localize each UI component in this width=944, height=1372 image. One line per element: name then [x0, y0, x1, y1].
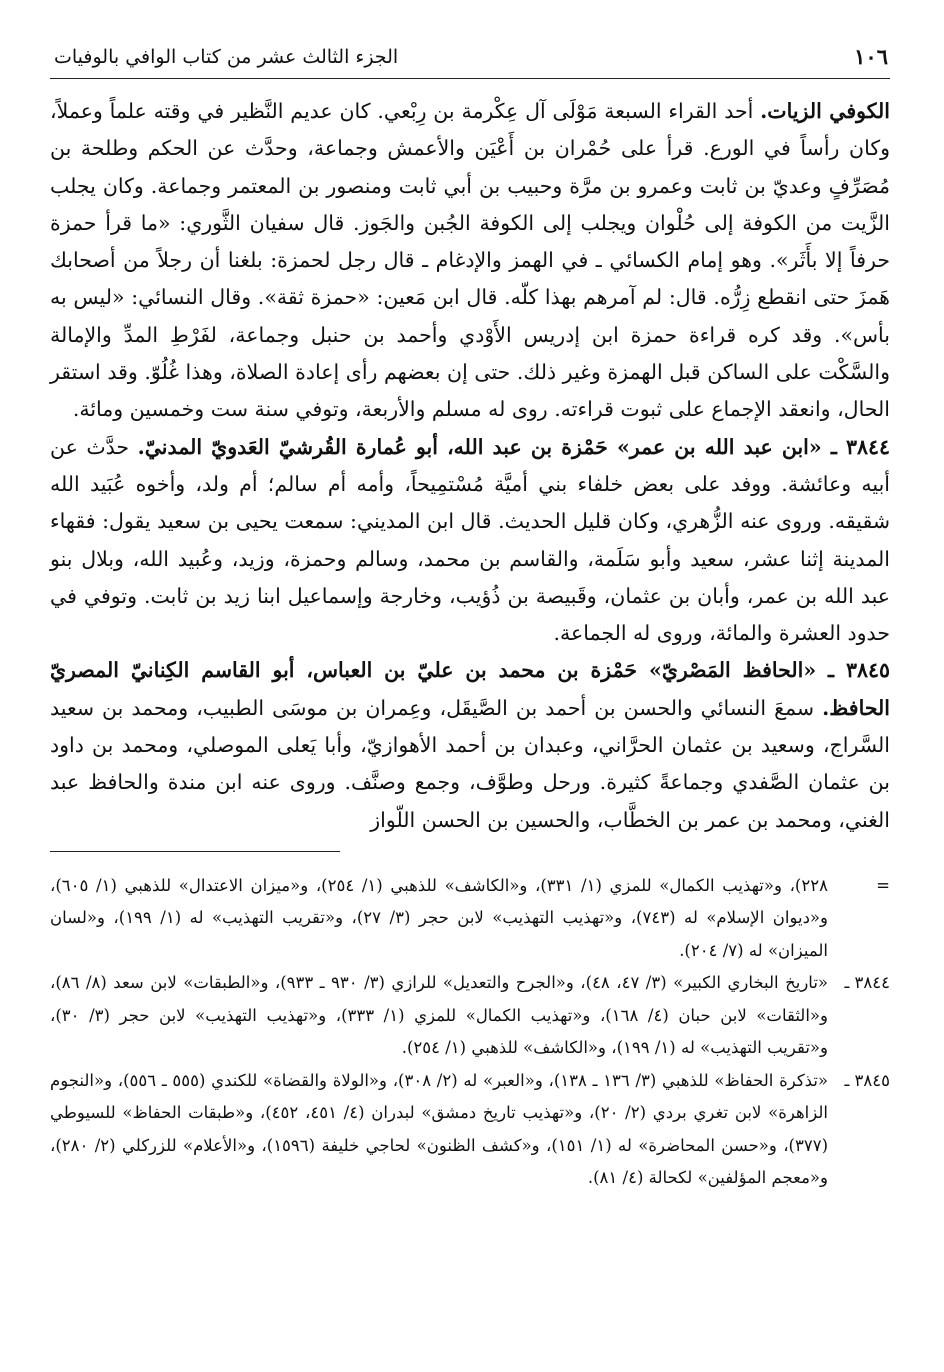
entry-heading: ـ «ابن عبد الله بن عمر» حَمْزة بن عبد الله، أبو عُمارة القُرشيّ العَدويّ المدنيّ. [137, 434, 846, 459]
entry-3845 [50, 652, 890, 838]
footnote-3844 [50, 967, 890, 1065]
footnote-text: «تاريخ البخاري الكبير» (٣/ ٤٧، ٤٨)، و«الجرح والتعديل» للرازي (٣/ ٩٣٠ ـ ٩٣٣)، و«الطبقات» لابن سعد (٨/ ٨٦)، و«الثقات» لابن حبان (٤/ ١٦٨)، و«تهذيب الكمال» للمزي (١/ ٣٣٣)، و«تهذيب التهذيب» لابن حجر (٣/ ٣٠)، و«تقريب التهذيب» له (١/ ١٩٩)، و«الكاشف» للذهبي (١/ ٢٥٤). [50, 973, 829, 1058]
entry-text: حدَّث عن أبيه وعائشة. ووفد على بعض خلفاء بني أميَّة مُسْتمِيحاً، وأمه أم سالم؛ أم ولد، وأخوه عُبَيد الله شقيقه. وروى عنه الزُّهري، وكان قليل الحديث. قال ابن المديني: سمعت يحيى بن سعيد يقول: فقهاء المدينة إثنا عشر، سعيد وأبو سَلَمة، والقاسم بن محمد، وسالم وحمزة، وزيد، وعُبيد الله، وبلال بنو عبد الله بن عمر، وأبان بن عثمان، وقَبيصة بن ذُؤيب، وخارجة وإسماعيل ابنا زيد بن ثابت. وتوفي في حدود العشرة والمائة، وروى له الجماعة. [50, 434, 890, 646]
paragraph-hamza-zayyat [50, 93, 890, 429]
footnote-3845 [50, 1065, 890, 1195]
entry-number: ٣٨٤٤ [845, 434, 890, 459]
footnote-marker: ٣٨٤٤ ـ [844, 973, 890, 993]
footnote-marker: ٣٨٤٥ ـ [844, 1070, 890, 1090]
page-number: ١٠٦ [854, 44, 888, 69]
footnote-text: «تذكرة الحفاظ» للذهبي (٣/ ١٣٦ ـ ١٣٨)، و«العبر» له (٢/ ٣٠٨)، و«الولاة والقضاة» للكندي (٥٥٥ ـ ٥٥٦)، و«النجوم الزاهرة» لابن تغري بردي (٢/ ٢٠)، و«تهذيب تاريخ دمشق» لبدران (٤/ ٤٥١، ٤٥٢)، و«طبقات الحفاظ» للسيوطي (٣٧٧)، و«حسن المحاضرة» له (١/ ١٥١)، و«كشف الظنون» لحاجي خليفة (١٥٩٦)، و«الأعلام» للزركلي (٢/ ٢٨٠)، و«معجم المؤلفين» لكحالة (٤/ ٨١). [50, 1070, 829, 1188]
footnote-separator [50, 851, 340, 852]
paragraph-text: أحد القراء السبعة مَوْلَى آل عِكْرمة بن رِبْعي. كان عديم النَّظير في وقته علماً وعملاً، وكان رأساً في الورع. قرأ على حُمْران بن أَعْيَن والأعمش وجماعة، وحدَّث عن الحكم وطلحة بن مُصَرِّفٍ وعديّ بن ثابت وعمرو بن مرَّة وحبيب بن أبي ثابت ومنصور بن المعتمر وجماعة. وكان يجلب الزَّيت من الكوفة إلى حُلْوان ويجلب إلى الكوفة الجُبن والجَوز. قال سفيان الثَّوري: «ما قرأ حمزة حرفاً إلا بأَثَر». وهو إمام الكسائي ـ في الهمز والإدغام ـ قال رجل لحمزة: بلغنا أن رجلاً من أصحابك هَمزَ حتى انقطع زِرُّه. قال: لم آمرهم بهذا كلّه. قال ابن مَعين: «حمزة ثقة». وقال النسائي: «ليس به بأس». وقد كره قراءة حمزة ابن إدريس الأَوْدي وأحمد بن حنبل وجماعة، لفَرْطِ المدِّ والإمالة والسَّكْت على الساكن قبل الهمزة وغير ذلك. حتى إن بعضهم رأى إعادة الصلاة، وهذا غُلُوّ. وقد استقر الحال، وانعقد الإجماع على ثبوت قراءته. روى له مسلم والأربعة، وتوفي سنة ست وخمسين ومائة. [50, 99, 890, 422]
running-title: الجزء الثالث عشر من كتاب الوافي بالوفيات [54, 46, 399, 68]
entry-text: سمعَ النسائي والحسن بن أحمد بن الصَّيقَل، وعِمران بن موسَى الطبيب، ومحمد بن سعيد السَّراج، وسعيد بن عثمان الحرَّاني، وعبدان بن أحمد الأهوازيّ، وأبا يَعلى الموصلي، ومحمد بن داود بن عثمان الصَّفدي وجماعةً كثيرة. ورحل وطوَّف، وجمع وصنَّف. وروى عنه ابن مندة والحافظ عبد الغني، ومحمد بن عمر بن الخطَّاب، والحسين بن الحسن اللّواز [50, 695, 890, 832]
footnotes [50, 870, 890, 1195]
entry-3844 [50, 429, 890, 653]
footnote-text: ٢٢٨)، و«تهذيب الكمال» للمزي (١/ ٣٣١)، و«الكاشف» للذهبي (١/ ٢٥٤)، و«ميزان الاعتدال» للذهبي (١/ ٦٠٥)، و«ديوان الإسلام» له (٧٤٣)، و«تهذيب التهذيب» لابن حجر (٣/ ٢٧)، و«تقريب التهذيب» له (١/ ١٩٩)، و«لسان الميزان» له (٧/ ٢٠٤). [50, 875, 828, 960]
footnote-continuation [50, 870, 890, 968]
footnote-marker: = [876, 875, 890, 895]
main-text [50, 93, 890, 839]
running-head [50, 40, 890, 79]
book-page [50, 40, 890, 1340]
entry-number: ٣٨٤٥ [845, 658, 890, 683]
entry-continuation-heading: الكوفي الزيات. [760, 99, 890, 123]
entry-heading: ـ «الحافظ المَصْريّ» حَمْزة بن محمد بن عليّ بن العباس، أبو القاسم الكِنانيّ المصريّ الحافظ. [50, 658, 890, 720]
